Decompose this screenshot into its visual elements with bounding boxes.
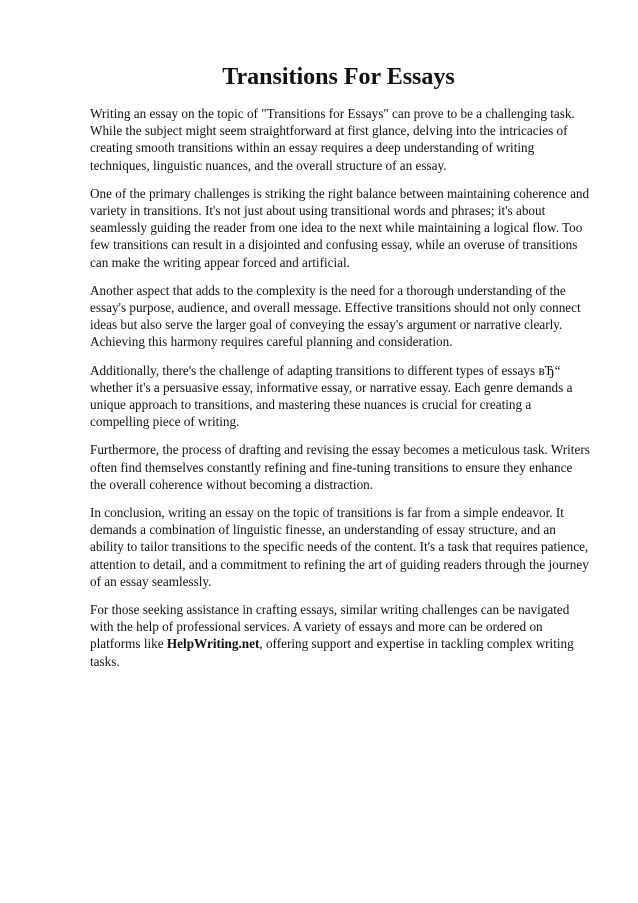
paragraph-essay-types: Additionally, there's the challenge of adapting transitions to different types of essays вЂ“ whether it's a persuasive essay, informative essay, or narrative essay. Each genre demands a unique approach to transitions, and mastering these nuances is crucial for creating a compelling piece of writing.: [90, 362, 573, 430]
closing-text-before-link: For those seeking assistance in crafting essays, similar writing challenges can be navigated with the help of professional services. A variety of essays and more can be ordered on platforms like: [90, 602, 570, 652]
paragraph-revision: Furthermore, the process of drafting and revising the essay becomes a meticulous task. Writers often find themselves constantly refining and fine-tuning transitions to ensure they enhance the overall coherence without becoming a distraction.: [90, 442, 590, 492]
closing-text-after-link: , offering support and expertise in tackling complex writing tasks.: [90, 636, 574, 669]
paragraph-intro: Writing an essay on the topic of "Transitions for Essays" can prove to be a challenging task. While the subject might seem straightforward at first glance, delving into the intricacies of creating smooth transitions within an essay requires a deep understanding of writing techniques, linguistic nuances, and the overall structure of an essay.: [90, 106, 575, 173]
paragraph-conclusion: In conclusion, writing an essay on the topic of transitions is far from a simple endeavor. It demands a combination of linguistic finesse, an understanding of essay structure, and an ability to tailor transitions to the specific needs of the content. It's a task that requires patience, attention to detail, and a commitment to refining the art of guiding readers through the journey of an essay seamlessly.: [90, 505, 589, 589]
paragraph-balance: One of the primary challenges is striking the right balance between maintaining coherence and variety in transitions. It's not just about using transitional words and phrases; it's about seamlessly guiding the reader from one idea to the next while maintaining a logical flow. Too few transitions can result in a disjointed and confusing essay, while an overuse of transitions can make the writing appear forced and artificial.: [90, 185, 590, 270]
paragraph-closing: [90, 601, 590, 670]
helpwriting-link[interactable]: HelpWriting.net: [166, 636, 260, 652]
document-title: Transitions For Essays: [222, 64, 455, 90]
paragraph-purpose: Another aspect that adds to the complexity is the need for a thorough understanding of the essay's purpose, audience, and overall message. Effective transitions should not only connect ideas but also serve the larger goal of conveying the essay's argument or narrative clearly. Achieving this harmony requires careful planning and consideration.: [90, 282, 581, 350]
